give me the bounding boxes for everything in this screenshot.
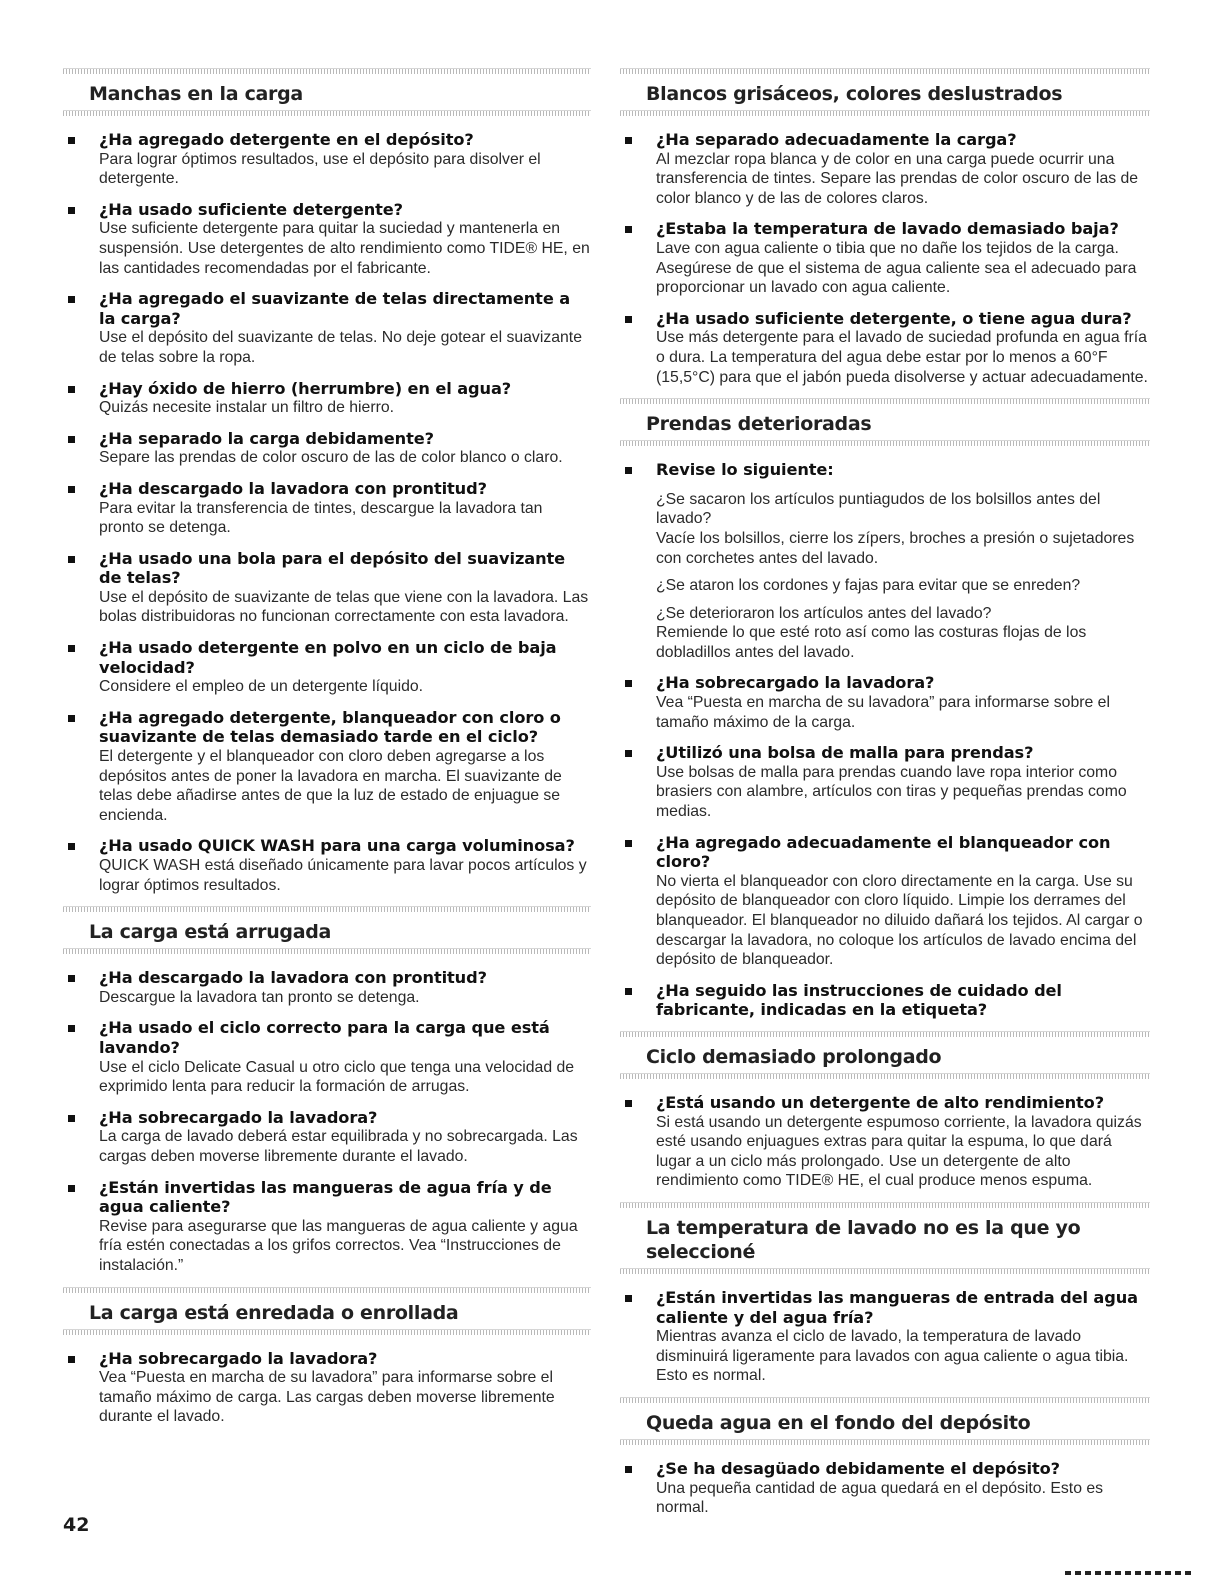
bullet-icon — [68, 386, 75, 393]
section-title: Prendas deterioradas — [646, 413, 872, 436]
section-title: Blancos grisáceos, colores deslustrados — [646, 83, 1063, 105]
bullet-icon — [68, 843, 75, 850]
bullet-icon — [625, 988, 632, 995]
question: ¿Estaba la temperatura de lavado demasiado baja? — [656, 219, 1119, 239]
answer: Use bolsas de malla para prendas cuando lave ropa interior como brasiers con alambre, artículos con tiras y pequeñas prendas como medias. — [656, 763, 1127, 821]
question: ¿Ha separado adecuadamente la carga? — [656, 130, 1017, 149]
printer-marks — [1065, 1571, 1195, 1575]
troubleshooting-section — [620, 1202, 1150, 1386]
bullet-icon — [68, 1185, 75, 1192]
bullet-icon — [68, 1115, 75, 1122]
bullet-icon — [68, 207, 75, 214]
list-item — [620, 743, 1150, 821]
bullet-icon — [68, 1356, 75, 1363]
answer: Revise para asegurarse que las mangueras de agua caliente y agua fría estén conectadas a los grifos correctos. Vea “Instrucciones de instalación.” — [99, 1217, 578, 1274]
answer: Considere el empleo de un detergente líquido. — [99, 678, 424, 696]
question: ¿Ha usado suficiente detergente, o tiene agua dura? — [656, 308, 1132, 328]
question: ¿Ha usado el ciclo correcto para la carga que está lavando? — [99, 1018, 550, 1057]
list-item — [63, 429, 591, 468]
list-item — [620, 460, 1150, 662]
section-rule-bottom — [620, 440, 1150, 446]
section-title: La temperatura de lavado no es la que yo seleccioné — [646, 1216, 1081, 1263]
question: ¿Ha usado QUICK WASH para una carga voluminosa? — [99, 836, 575, 856]
question: ¿Se ha desagüado debidamente el depósito? — [656, 1458, 1060, 1478]
list-item — [620, 833, 1150, 970]
answer: Lave con agua caliente o tibia que no dañe los tejidos de la carga. Asegúrese de que el sistema de agua caliente sea el adecuado para proporcionar un lavado con agua caliente. — [656, 239, 1137, 297]
right-column — [620, 68, 1150, 1529]
question: ¿Ha separado la carga debidamente? — [99, 428, 434, 448]
question: ¿Ha agregado detergente, blanqueador con cloro o suavizante de telas demasiado tarde en el ciclo? — [99, 707, 561, 747]
list-item — [63, 479, 591, 538]
question: ¿Hay óxido de hierro (herrumbre) en el agua? — [99, 378, 512, 398]
section-title: La carga está arrugada — [89, 921, 332, 944]
question: ¿Ha agregado adecuadamente el blanqueador con cloro? — [656, 832, 1111, 872]
question: ¿Ha descargado la lavadora con prontitud? — [99, 968, 487, 988]
checklist-paragraph: ¿Se deterioraron los artículos antes del lavado? — [656, 604, 992, 622]
section-header — [63, 1287, 591, 1335]
section-header — [620, 398, 1150, 446]
list-item — [620, 130, 1150, 208]
answer: QUICK WASH está diseñado únicamente para lavar pocos artículos y lograr óptimos resultados. — [99, 857, 587, 894]
bullet-icon — [625, 750, 632, 757]
bullet-icon — [68, 1025, 75, 1032]
bullet-icon — [625, 680, 632, 687]
question: ¿Ha usado una bola para el depósito del suavizante de telas? — [99, 548, 566, 588]
answer: Use el ciclo Delicate Casual u otro ciclo que tenga una velocidad de exprimido lenta para reducir la formación de arrugas. — [99, 1058, 575, 1096]
bullet-icon — [625, 1100, 632, 1107]
list-item — [620, 1288, 1150, 1386]
question: ¿Ha sobrecargado la lavadora? — [99, 1107, 378, 1127]
checklist-paragraph: Vacíe los bolsillos, cierre los zípers, broches a presión o sujetadores con corchetes antes del lavado. — [656, 529, 1135, 567]
answer: Use más detergente para el lavado de suciedad profunda en agua fría o dura. La temperatura del agua debe estar por lo menos a 60°F (15,5°C) para que el jabón pueda disolverse y actuar adecuadamente. — [656, 329, 1148, 386]
answer: La carga de lavado deberá estar equilibrada y no sobrecargada. Las cargas deben moverse libremente durante el lavado. — [99, 1128, 578, 1165]
list-item — [63, 1108, 591, 1167]
section-title: Ciclo demasiado prolongado — [646, 1045, 942, 1068]
section-title: Queda agua en el fondo del depósito — [646, 1411, 1031, 1434]
list-item — [620, 1459, 1150, 1518]
answer: Vea “Puesta en marcha de su lavadora” para informarse sobre el tamaño máximo de la carga. — [656, 694, 1110, 731]
list-item — [63, 289, 591, 367]
troubleshooting-section — [620, 398, 1150, 1020]
bullet-icon — [68, 436, 75, 443]
bullet-icon — [68, 645, 75, 652]
bullet-icon — [68, 975, 75, 982]
troubleshooting-section — [63, 68, 591, 895]
question: ¿Ha usado detergente en polvo en un ciclo de baja velocidad? — [99, 638, 557, 677]
bullet-icon — [625, 1466, 632, 1473]
list-item — [63, 708, 591, 826]
section-title: La carga está enredada o enrollada — [89, 1301, 459, 1324]
checklist-paragraph: ¿Se sacaron los artículos puntiagudos de los bolsillos antes del lavado? — [656, 490, 1101, 528]
answer: Descargue la lavadora tan pronto se detenga. — [99, 988, 420, 1006]
troubleshooting-section — [620, 1031, 1150, 1191]
checklist-paragraph: ¿Se ataron los cordones y fajas para evitar que se enreden? — [656, 577, 1081, 595]
question: ¿Ha seguido las instrucciones de cuidado del fabricante, indicadas en la etiqueta? — [656, 980, 1062, 1020]
section-rule-bottom — [620, 1073, 1150, 1079]
question: ¿Ha sobrecargado la lavadora? — [99, 1348, 378, 1368]
question: ¿Ha usado suficiente detergente? — [99, 199, 403, 219]
section-rule-bottom — [63, 1329, 591, 1335]
section-header — [620, 1397, 1150, 1445]
section-rule-bottom — [63, 948, 591, 954]
list-item — [620, 673, 1150, 732]
question: ¿Ha agregado detergente en el depósito? — [99, 130, 474, 149]
troubleshooting-section — [620, 68, 1150, 387]
list-item — [620, 981, 1150, 1020]
bullet-icon — [68, 137, 75, 144]
troubleshooting-section — [63, 1287, 591, 1427]
question: ¿Están invertidas las mangueras de agua fría y de agua caliente? — [99, 1177, 552, 1217]
bullet-icon — [68, 296, 75, 303]
question: Revise lo siguiente: — [656, 460, 834, 480]
list-item — [63, 968, 591, 1007]
list-item — [63, 130, 591, 189]
list-item — [63, 200, 591, 278]
section-title: Manchas en la carga — [89, 83, 303, 105]
checklist-paragraph: Remiende lo que esté roto así como las costuras flojas de los dobladillos antes del lavado. — [656, 624, 1087, 661]
troubleshooting-section — [620, 1397, 1150, 1518]
bullet-icon — [68, 556, 75, 563]
answer: Quizás necesite instalar un filtro de hierro. — [99, 399, 395, 417]
section-rule-bottom — [620, 1268, 1150, 1274]
section-header — [63, 906, 591, 954]
question: ¿Está usando un detergente de alto rendimiento? — [656, 1092, 1104, 1112]
list-item — [63, 379, 591, 418]
section-header — [63, 68, 591, 116]
list-item — [63, 836, 591, 895]
answer: Una pequeña cantidad de agua quedará en el depósito. Esto es normal. — [656, 1479, 1104, 1517]
left-column — [63, 68, 591, 1438]
checklist — [656, 490, 1150, 663]
answer: Use suficiente detergente para quitar la suciedad y mantenerla en suspensión. Use detergentes de alto rendimiento como TIDE® HE, en las cantidades recomendadas por el fabricante. — [99, 220, 590, 277]
section-rule-bottom — [63, 110, 591, 116]
bullet-icon — [68, 486, 75, 493]
section-header — [620, 1202, 1150, 1274]
list-item — [63, 549, 591, 627]
section-rule-bottom — [620, 1439, 1150, 1445]
answer: Para evitar la transferencia de tintes, descargue la lavadora tan pronto se detenga. — [99, 499, 543, 537]
bullet-icon — [625, 137, 632, 144]
bullet-icon — [625, 1295, 632, 1302]
section-rule-bottom — [620, 110, 1150, 116]
answer: Si está usando un detergente espumoso corriente, la lavadora quizás esté usando enjuagues extras para quitar la espuma, lo que dará lugar a un ciclo más prolongado. Use un detergente de alto rendimiento como TIDE® HE, el cual produce menos espuma. — [656, 1113, 1142, 1190]
page-number: 42 — [63, 1514, 90, 1536]
list-item — [620, 309, 1150, 387]
list-item — [63, 1018, 591, 1096]
bullet-icon — [625, 467, 632, 474]
answer: Separe las prendas de color oscuro de las de color blanco o claro. — [99, 449, 563, 467]
list-item — [63, 638, 591, 697]
section-header — [620, 68, 1150, 116]
troubleshooting-section — [63, 906, 591, 1275]
answer: Use el depósito de suavizante de telas que viene con la lavadora. Las bolas distribuidoras no funcionan correctamente con esta lavadora. — [99, 588, 589, 626]
question: ¿Ha agregado el suavizante de telas directamente a la carga? — [99, 289, 571, 328]
list-item — [63, 1349, 591, 1427]
bullet-icon — [68, 715, 75, 722]
bullet-icon — [625, 840, 632, 847]
section-header — [620, 1031, 1150, 1079]
question: ¿Están invertidas las mangueras de entrada del agua caliente y del agua fría? — [656, 1287, 1138, 1327]
question: ¿Ha sobrecargado la lavadora? — [656, 673, 935, 693]
answer: Al mezclar ropa blanca y de color en una carga puede ocurrir una transferencia de tintes. Separe las prendas de color oscuro de las de color blanco y de las de colores claros. — [656, 150, 1139, 207]
answer: Para lograr óptimos resultados, use el depósito para disolver el detergente. — [99, 150, 541, 188]
answer: No vierta el blanqueador con cloro directamente en la carga. Use su depósito de blanqueador con cloro líquido. Limpie los derrames del blanqueador. El blanqueador no diluido dañará los tejidos. Al cargar o descargar la lavadora, no coloque los artículos de lavado encima del depósito de blanqueador. — [656, 872, 1143, 969]
list-item — [620, 219, 1150, 297]
question: ¿Utilizó una bolsa de malla para prendas? — [656, 743, 1034, 763]
answer: Use el depósito del suavizante de telas. No deje gotear el suavizante de telas sobre la ropa. — [99, 329, 582, 366]
list-item — [620, 1093, 1150, 1191]
bullet-icon — [625, 316, 632, 323]
answer: Mientras avanza el ciclo de lavado, la temperatura de lavado disminuirá ligeramente para lavados con agua caliente o agua tibia. Esto es normal. — [656, 1328, 1129, 1385]
question: ¿Ha descargado la lavadora con prontitud? — [99, 478, 487, 498]
answer: Vea “Puesta en marcha de su lavadora” para informarse sobre el tamaño máximo de carga. Las cargas deben moverse libremente durante el lavado. — [99, 1369, 555, 1426]
answer: El detergente y el blanqueador con cloro deben agregarse a los depósitos antes de poner la lavadora en marcha. El suavizante de telas debe añadirse antes de que la luz de estado de enjuague se encienda. — [99, 748, 562, 824]
list-item — [63, 1178, 591, 1276]
bullet-icon — [625, 226, 632, 233]
